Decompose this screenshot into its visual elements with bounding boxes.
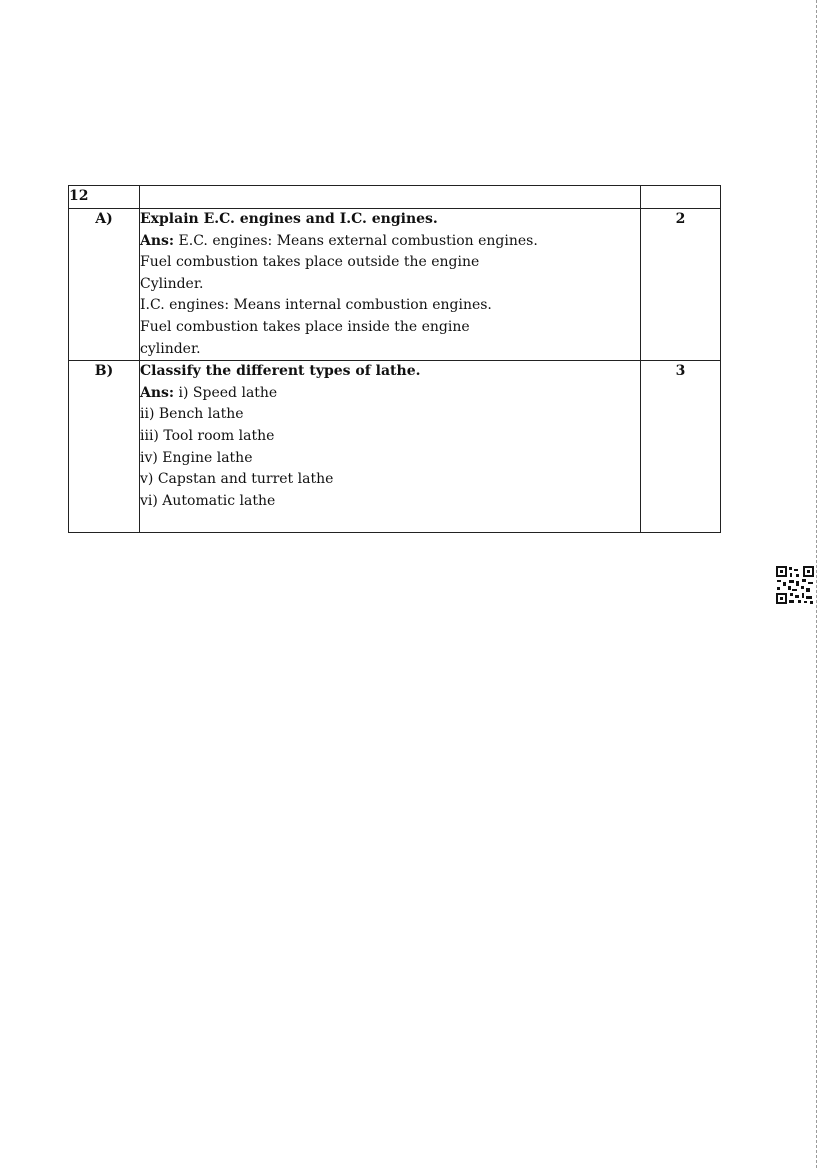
question-header-row [69,186,721,209]
part-label: A) [69,209,140,361]
question-text: Explain E.C. engines and I.C. engines. [140,211,438,227]
answer-text: i) Speed lathe [174,384,278,401]
answer-line: I.C. engines: Means internal combustion engines. [140,297,492,314]
question-number: 12 [69,186,140,209]
part-content [140,209,641,361]
header-blank-cell [140,186,641,209]
question-text: Classify the different types of lathe. [140,363,421,380]
answer-line: iv) Engine lathe [140,449,253,466]
marks-value: 2 [641,209,721,361]
answer-label: Ans: [140,232,175,249]
part-label: B) [69,361,140,533]
answer-line: Cylinder. [140,275,204,292]
answer-table [68,185,721,533]
answer-line: ii) Bench lathe [140,406,244,423]
answer-line: iii) Tool room lathe [140,427,275,444]
part-content [140,361,641,533]
answer-label: Ans: [140,384,175,401]
answer-line: cylinder. [140,340,201,357]
answer-line: Fuel combustion takes place outside the engine [140,254,480,271]
scan-edge-line [816,0,817,1169]
answer-line: Fuel combustion takes place inside the engine [140,318,470,335]
header-marks-cell [641,186,721,209]
answer-text: E.C. engines: Means external combustion engines. [174,232,538,249]
answer-first-line [140,383,640,405]
part-row-a [69,209,721,361]
answer-first-line [140,231,640,253]
qr-code-icon [775,565,815,605]
part-row-b [69,361,721,533]
marks-value: 3 [641,361,721,533]
answer-line: vi) Automatic lathe [140,492,276,509]
answer-line: v) Capstan and turret lathe [140,471,334,488]
